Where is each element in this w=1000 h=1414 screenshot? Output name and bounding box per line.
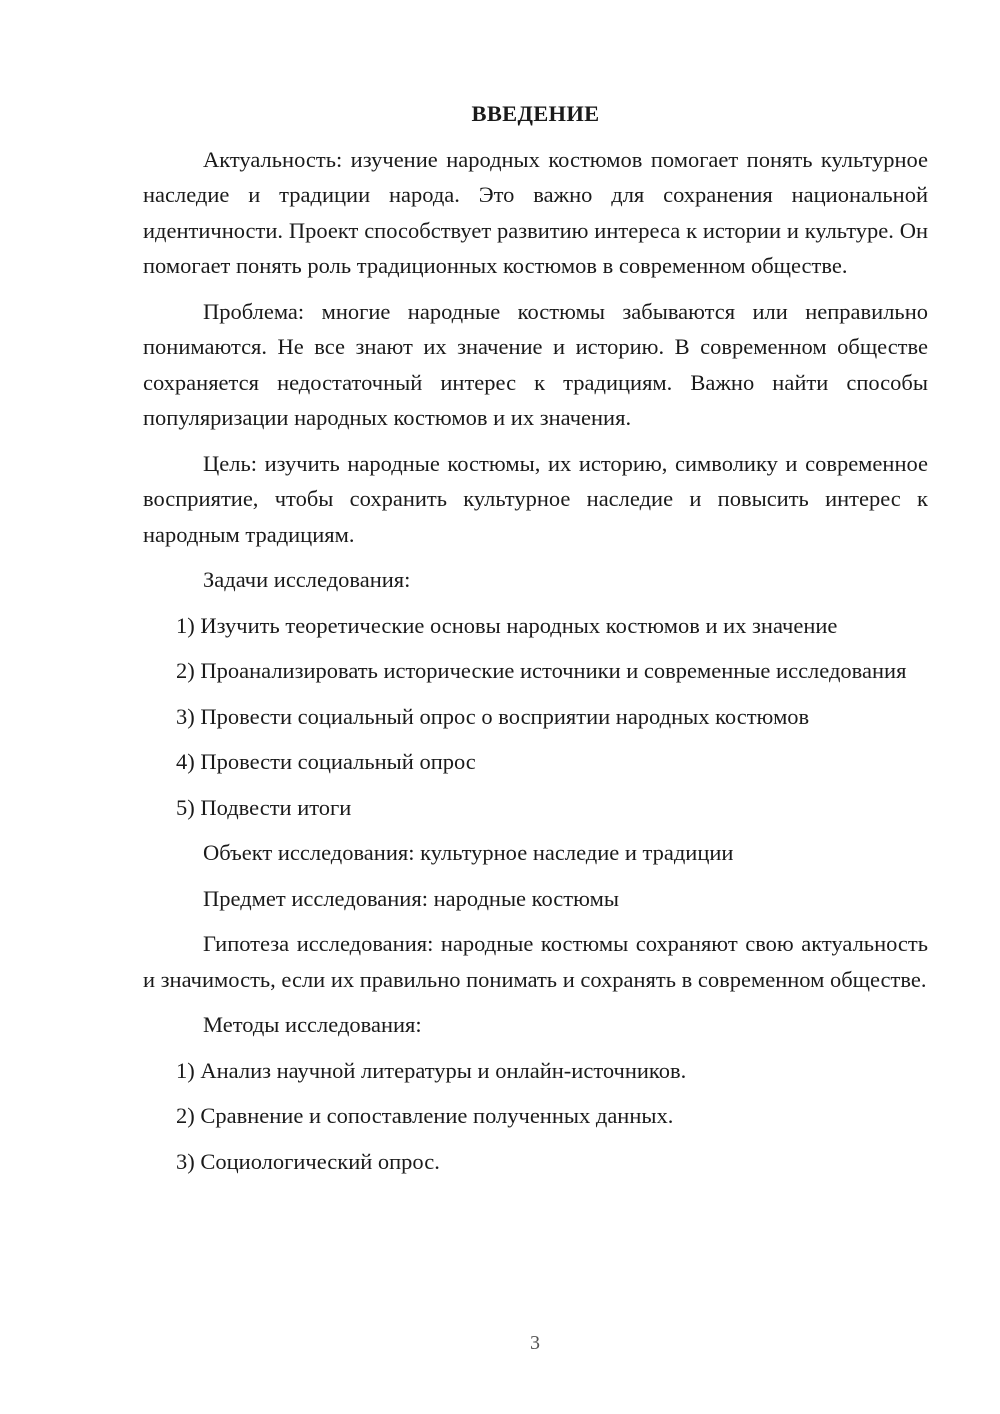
document-page [143,96,928,1189]
research-object: Объект исследования: культурное наследие и традиции [203,840,734,865]
task-item-5: 5) Подвести итоги [176,794,352,820]
goal-paragraph: Цель: изучить народные костюмы, их историю, символику и современное восприятие, чтобы сохранить культурное наследие и повысить интерес к народным традициям. [143,450,928,547]
tasks-heading: Задачи исследования: [203,567,411,592]
task-item-4: 4) Провести социальный опрос [176,749,476,774]
section-title: ВВЕДЕНИЕ [471,101,600,126]
task-item-2: 2) Проанализировать исторические источники и современные исследования [176,658,907,683]
hypothesis-paragraph: Гипотеза исследования: народные костюмы сохраняют свою актуальность и значимость, если их правильно понимать и сохранять в современном обществе. [143,931,928,992]
research-subject: Предмет исследования: народные костюмы [203,885,619,911]
page-number: 3 [530,1332,540,1354]
relevance-paragraph: Актуальность: изучение народных костюмов помогает понять культурное наследие и традиции народа. Это важно для сохранения национальной идентичности. Проект способствует развитию интереса к истории и культуре. Он помогает понять роль традиционных костюмов в современном обществе. [143,146,928,278]
method-item-2: 2) Сравнение и сопоставление полученных данных. [176,1103,674,1128]
method-item-3: 3) Социологический опрос. [176,1148,440,1174]
task-item-3: 3) Провести социальный опрос о восприятии народных костюмов [176,703,810,729]
methods-heading: Методы исследования: [203,1012,422,1037]
problem-paragraph: Проблема: многие народные костюмы забываются или неправильно понимаются. Не все знают их значение и историю. В современном обществе сохраняется недостаточный интерес к традициям. Важно найти способы популяризации народных костюмов и их значения. [143,298,928,430]
task-item-1: 1) Изучить теоретические основы народных костюмов и их значение [176,612,838,638]
method-item-1: 1) Анализ научной литературы и онлайн-источников. [176,1057,687,1083]
